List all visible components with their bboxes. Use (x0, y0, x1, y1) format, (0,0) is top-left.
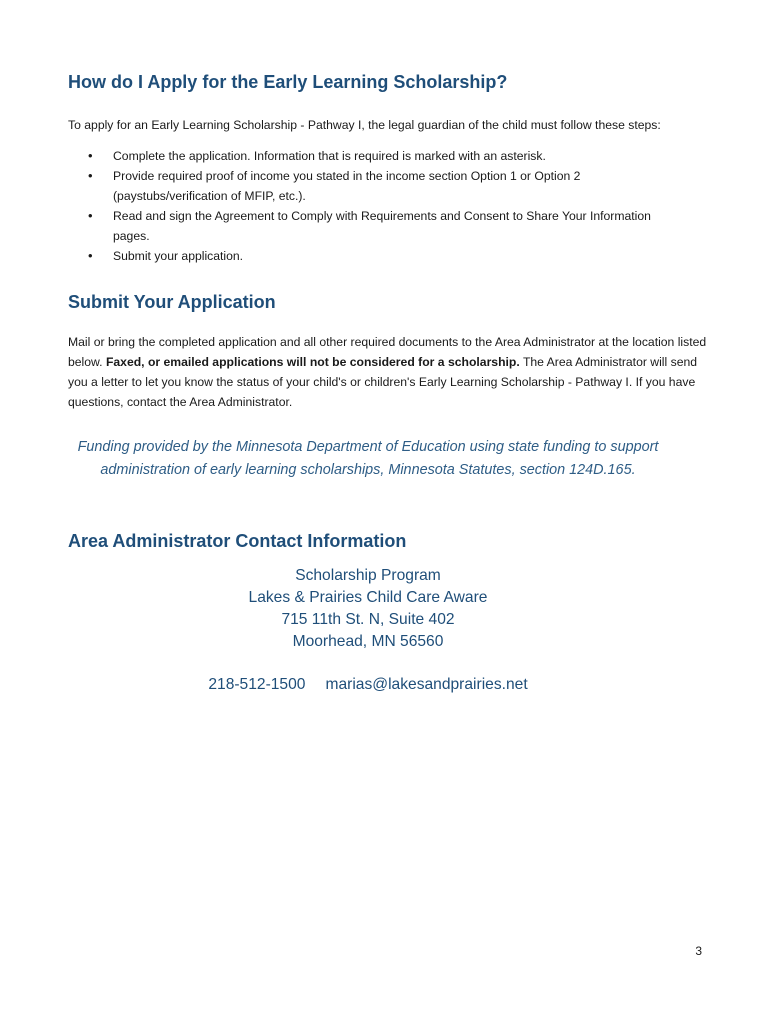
list-item: • Complete the application. Information that is required is marked with an asterisk. (68, 146, 688, 166)
list-item: • Submit your application. (68, 246, 688, 266)
contact-program: Scholarship Program (295, 567, 441, 584)
list-item: • Read and sign the Agreement to Comply with Requirements and Consent to Share Your Information pages. (68, 206, 688, 246)
submit-text-before: Mail or bring the completed application and all other required documents to the Area Administrator at the location listed below. (68, 335, 707, 369)
submit-paragraph (68, 332, 708, 412)
contact-street: 715 11th St. N, Suite 402 (281, 611, 455, 628)
contact-phone: 218-512-1500 (208, 676, 306, 693)
contact-heading: Area Administrator Contact Information (68, 531, 407, 551)
submit-text-after: The Area Administrator will send you a letter to let you know the status of your child's or children's Early Learning Scholarship - Pathway I. If you have questions, contact the Area Administrator. (68, 355, 698, 409)
page-number: 3 (695, 944, 702, 958)
submit-bold-notice: Faxed, or emailed applications will not be considered for a scholarship. (105, 355, 520, 369)
contact-address-block (68, 565, 668, 653)
apply-steps-list (68, 146, 688, 266)
submit-heading: Submit Your Application (68, 292, 276, 312)
list-item: • Provide required proof of income you stated in the income section Option 1 or Option 2 (paystubs/verification of MFIP, etc.). (68, 166, 688, 206)
apply-heading: How do I Apply for the Early Learning Scholarship? (68, 72, 508, 92)
contact-phone-email (68, 674, 668, 696)
contact-city: Moorhead, MN 56560 (292, 633, 444, 650)
apply-intro: To apply for an Early Learning Scholarship - Pathway I, the legal guardian of the child must follow these steps: (68, 118, 661, 132)
funding-note: Funding provided by the Minnesota Department of Education using state funding to support administration of early learning scholarships, Minnesota Statutes, section 124D.165. (77, 439, 659, 478)
contact-email[interactable]: marias@lakesandprairies.net (325, 676, 528, 693)
contact-organization: Lakes & Prairies Child Care Aware (248, 589, 488, 606)
